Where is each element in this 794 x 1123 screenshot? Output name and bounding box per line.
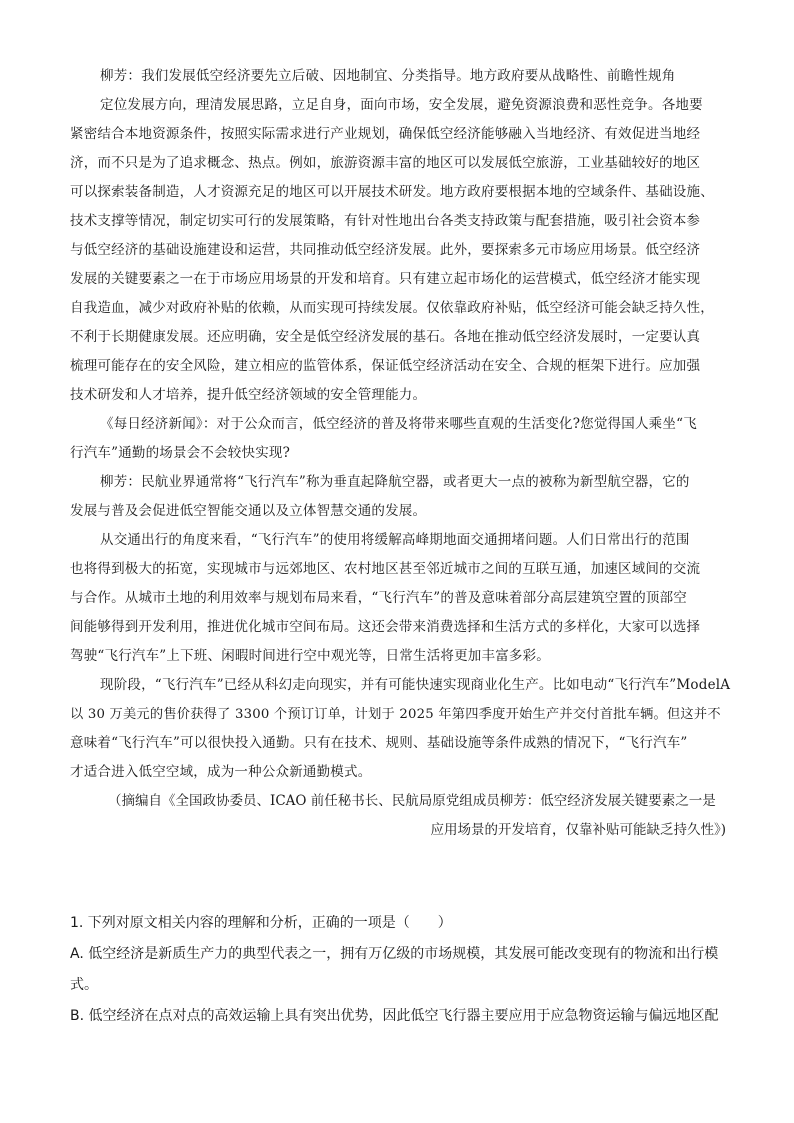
question-option-line: A. 低空经济是新质生产力的典型代表之一，拥有万亿级的市场规模，其发展可能改变现有的物流和出行模	[70, 946, 719, 962]
article-line: 意味着“飞行汽车”可以很快投入通勤。只有在技术、规则、基础设施等条件成熟的情况下，“飞行汽车”	[70, 735, 688, 751]
article-line: 驾驶“飞行汽车”上下班、闲暇时间进行空中观光等，日常生活将更加丰富多彩。	[70, 648, 551, 664]
question-option-line: 式。	[70, 977, 98, 993]
question-section	[70, 908, 734, 1032]
source-citation-line: 应用场景的开发培育，仅靠补贴可能缺乏持久性》)	[430, 822, 726, 838]
article-line: 行汽车”通勤的场景会不会较快实现?	[70, 445, 291, 461]
question-option-line: B. 低空经济在点对点的高效运输上具有突出优势，因此低空飞行器主要应用于应急物资运输与偏远地区配	[70, 1008, 719, 1024]
article-line: 梳理可能存在的安全风险，建立相应的监管体系，保证低空经济活动在安全、合规的框架下进行。应加强	[70, 358, 701, 374]
article-line: 技术支撑等情况，制定切实可行的发展策略，有针对性地出台各类支持政策与配套措施，吸引社会资本参	[70, 213, 701, 229]
article-line: 才适合进入低空空域，成为一种公众新通勤模式。	[70, 764, 372, 780]
article-line: 柳芳：我们发展低空经济要先立后破、因地制宜、分类指导。地方政府要从战略性、前瞻性规角	[100, 68, 676, 84]
article-line: 从交通出行的角度来看，“飞行汽车”的使用将缓解高峰期地面交通拥堵问题。人们日常出行的范围	[100, 532, 690, 548]
article-line: 间能够得到开发利用，推进优化城市空间布局。这还会带来消费选择和生活方式的多样化，大家可以选择	[70, 619, 701, 635]
article-line: 定位发展方向，理清发展思路，立足自身，面向市场，安全发展，避免资源浪费和恶性竞争。各地要	[100, 97, 703, 113]
article-line: 与合作。从城市土地的利用效率与规划布局来看，“飞行汽车”的普及意味着部分高层建筑空置的顶部空	[70, 590, 688, 606]
article-line: 发展的关键要素之一在于市场应用场景的开发和培育。只有建立起市场化的运营模式，低空经济才能实现	[70, 271, 701, 287]
article-line: 现阶段，“飞行汽车”已经从科幻走向现实，并有可能快速实现商业化生产。比如电动“飞行汽车”ModelA	[100, 677, 731, 693]
article-line: 也将得到极大的拓宽，实现城市与远郊地区、农村地区甚至邻近城市之间的互联互通，加速区域间的交流	[70, 561, 701, 577]
source-citation-line: （摘编自《全国政协委员、ICAO 前任秘书长、民航局原党组成员柳芳：低空经济发展关键要素之一是	[108, 793, 716, 809]
article-line: 济，而不只是为了追求概念、热点。例如，旅游资源丰富的地区可以发展低空旅游，工业基础较好的地区	[70, 155, 701, 171]
article-line: 以 30 万美元的售价获得了 3300 个预订订单，计划于 2025 年第四季度开始生产并交付首批车辆。但这并不	[70, 707, 721, 722]
article-line: 不利于长期健康发展。还应明确，安全是低空经济发展的基石。各地在推动低空经济发展时，一定要认真	[70, 329, 701, 345]
article-body	[70, 62, 730, 845]
article-line: 与低空经济的基础设施建设和运营，共同推动低空经济发展。此外，要探索多元市场应用场景。低空经济	[70, 242, 701, 258]
article-line: 自我造血，减少对政府补贴的依赖，从而实现可持续发展。仅依靠政府补贴，低空经济可能会缺乏持久性，	[70, 300, 714, 316]
article-line: 紧密结合本地资源条件，按照实际需求进行产业规划，确保低空经济能够融入当地经济、有效促进当地经	[70, 126, 701, 142]
article-line: 可以探索装备制造，人才资源充足的地区可以开展技术研发。地方政府要根据本地的空域条件、基础设施、	[70, 184, 714, 200]
article-line: 柳芳：民航业界通常将“飞行汽车”称为垂直起降航空器，或者更大一点的被称为新型航空器，它的	[100, 474, 690, 490]
article-line: 《每日经济新闻》：对于公众而言，低空经济的普及将带来哪些直观的生活变化?您觉得国人乘坐“飞	[100, 416, 697, 432]
article-line: 技术研发和人才培养，提升低空经济领域的安全管理能力。	[70, 387, 427, 403]
question-stem: 1. 下列对原文相关内容的理解和分析，正确的一项是（ ）	[70, 915, 452, 931]
article-line: 发展与普及会促进低空智能交通以及立体智慧交通的发展。	[70, 503, 427, 519]
